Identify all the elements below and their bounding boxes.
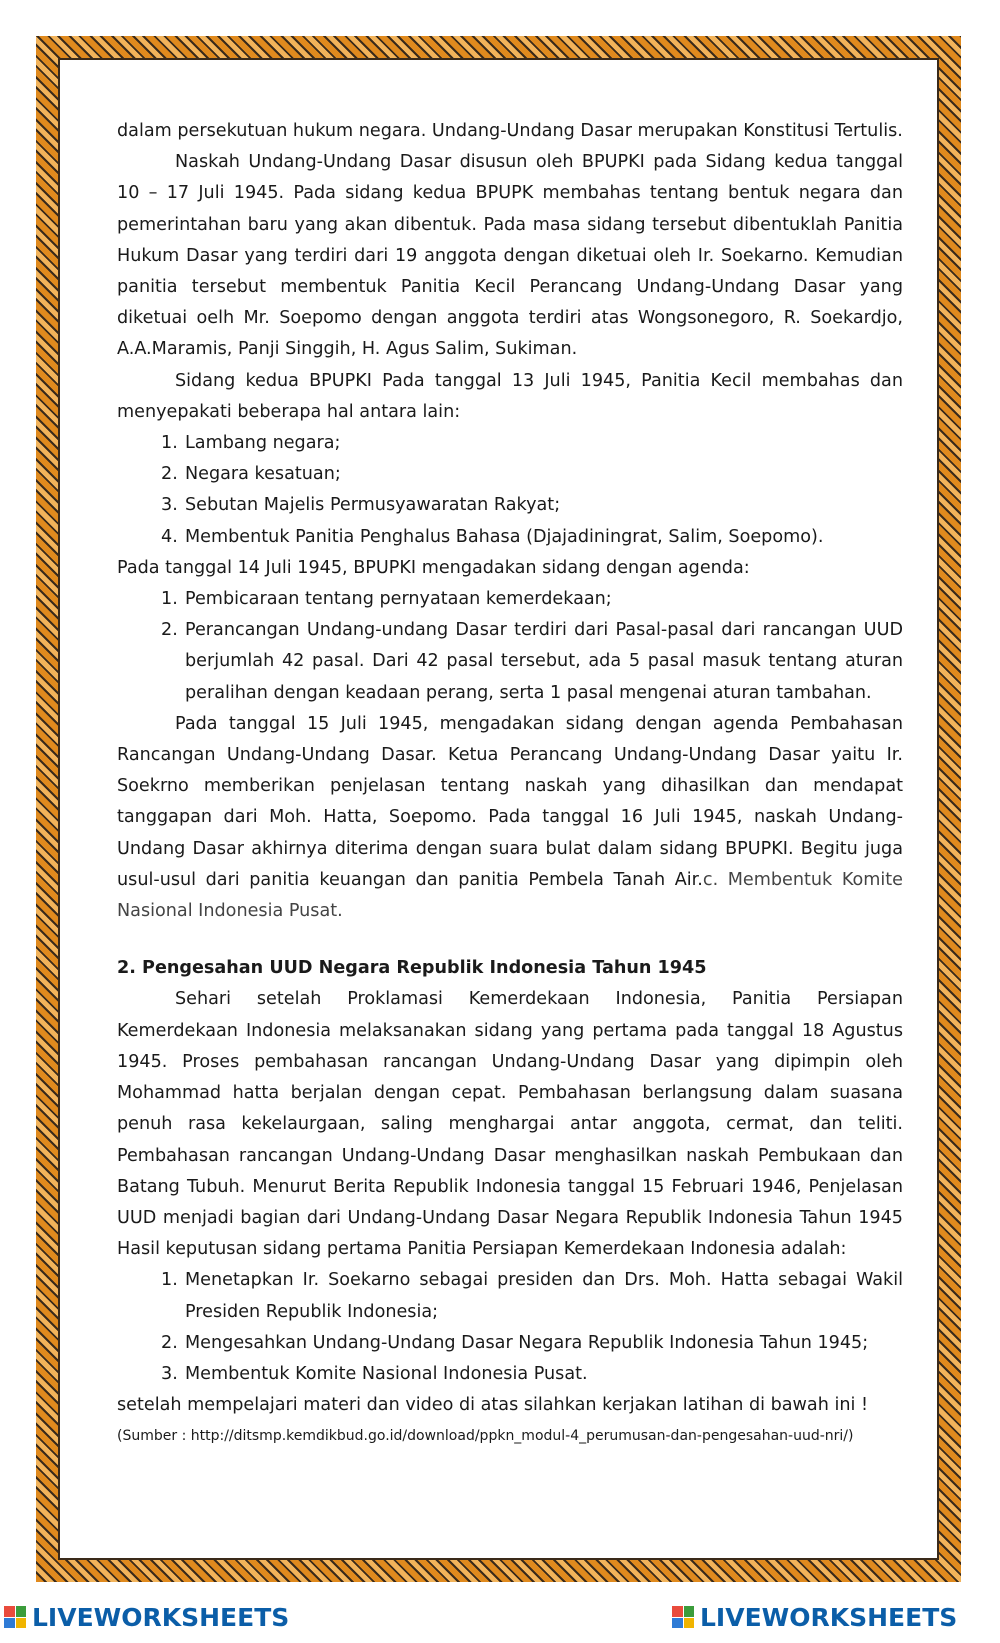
list-item: 4. Membentuk Panitia Penghalus Bahasa (Djajadiningrat, Salim, Soepomo).	[161, 526, 824, 547]
liveworksheets-logo-icon	[4, 1606, 26, 1628]
source-citation: (Sumber : http://ditsmp.kemdikbud.go.id/download/ppkn_modul-4_perumusan-dan-pengesahan-uud-nri/)	[117, 1428, 854, 1445]
section-heading: 2. Pengesahan UUD Negara Republik Indonesia Tahun 1945	[117, 958, 707, 979]
paragraph-naskah: Naskah Undang-Undang Dasar disusun oleh BPUPKI pada Sidang kedua tanggal 10 – 17 Juli 1945. Pada sidang kedua BPUPK membahas tentang bentuk negara dan pemerintahan baru yang akan dibentuk. Pada masa sidang tersebut dibentuklah Panitia Hukum Dasar yang terdiri dari 19 anggota dengan diketuai oleh Ir. Soekarno. Kemudian panitia tersebut membentuk Panitia Kecil Perancang Undang-Undang Dasar yang diketuai oelh Mr. Soepomo dengan anggota terdiri atas Wongsonegoro, R. Soekardjo, A.A.Maramis, Panji Singgih, H. Agus Salim, Sukiman.	[117, 152, 903, 360]
footer-brand-right[interactable]: LIVEWORKSHEETS	[672, 1600, 957, 1634]
list-item: 3. Membentuk Komite Nasional Indonesia Pusat.	[161, 1363, 588, 1384]
list-item: 3. Sebutan Majelis Permusyawaratan Rakyat;	[161, 495, 561, 516]
list-item: 2. Negara kesatuan;	[161, 464, 341, 485]
list-kesepakatan	[117, 428, 903, 553]
paragraph-14-juli: Pada tanggal 14 Juli 1945, BPUPKI mengadakan sidang dengan agenda:	[117, 557, 750, 578]
list-agenda	[117, 584, 903, 709]
paragraph-instruction: setelah mempelajari materi dan video di atas silahkan kerjakan latihan di bawah ini !	[117, 1395, 869, 1416]
list-item: 2. Mengesahkan Undang-Undang Dasar Negara Republik Indonesia Tahun 1945;	[161, 1332, 869, 1353]
paragraph-pengesahan: Sehari setelah Proklamasi Kemerdekaan Indonesia, Panitia Persiapan Kemerdekaan Indonesia melaksanakan sidang yang pertama pada tanggal 18 Agustus 1945. Proses pembahasan rancangan Undang-Undang Dasar yang dipimpin oleh Mohammad hatta berjalan dengan cepat. Pembahasan berlangsung dalam suasana penuh rasa kekelaurgaan, saling menghargai antar anggota, cermat, dan teliti. Pembahasan rancangan Undang-Undang Dasar menghasilkan naskah Pembukaan dan Batang Tubuh. Menurut Berita Republik Indonesia tanggal 15 Februari 1946, Penjelasan UUD menjadi bagian dari Undang-Undang Dasar Negara Republik Indonesia Tahun 1945 Hasil keputusan sidang pertama Panitia Persiapan Kemerdekaan Indonesia adalah:	[117, 989, 903, 1260]
document-body	[117, 116, 903, 1451]
list-keputusan	[117, 1265, 903, 1390]
paragraph-intro: dalam persekutuan hukum negara. Undang-Undang Dasar merupakan Konstitusi Tertulis.	[117, 121, 903, 141]
footer-brand-left[interactable]: LIVEWORKSHEETS	[4, 1600, 289, 1634]
paragraph-15-juli: Pada tanggal 15 Juli 1945, mengadakan sidang dengan agenda Pembahasan Rancangan Undang-Undang Dasar. Ketua Perancang Undang-Undang Dasar yaitu Ir. Soekrno memberikan penjelasan tentang naskah yang dihasilkan dan mendapat tanggapan dari Moh. Hatta, Soepomo. Pada tanggal 16 Juli 1945, naskah Undang-Undang Dasar akhirnya diterima dengan suara bulat dalam sidang BPUPKI. Begitu juga usul-usul dari panitia keuangan dan panitia Pembela Tanah Air.c. Membentuk Komite Nasional Indonesia Pusat.	[117, 713, 903, 922]
paragraph-sidang-kedua: Sidang kedua BPUPKI Pada tanggal 13 Juli 1945, Panitia Kecil membahas dan menyepakati beberapa hal antara lain:	[117, 370, 903, 422]
list-item: 2. Perancangan Undang-undang Dasar terdiri dari Pasal-pasal dari rancangan UUD berjumlah 42 pasal. Dari 42 pasal tersebut, ada 5 pasal masuk tentang aturan peralihan dengan keadaan perang, serta 1 pasal mengenai aturan tambahan.	[161, 620, 903, 703]
list-item: 1. Menetapkan Ir. Soekarno sebagai presiden dan Drs. Moh. Hatta sebagai Wakil Presiden Republik Indonesia;	[161, 1270, 903, 1322]
list-item: 1. Pembicaraan tentang pernyataan kemerdekaan;	[161, 589, 612, 610]
liveworksheets-logo-icon	[672, 1606, 694, 1628]
list-item: 1. Lambang negara;	[161, 433, 341, 454]
